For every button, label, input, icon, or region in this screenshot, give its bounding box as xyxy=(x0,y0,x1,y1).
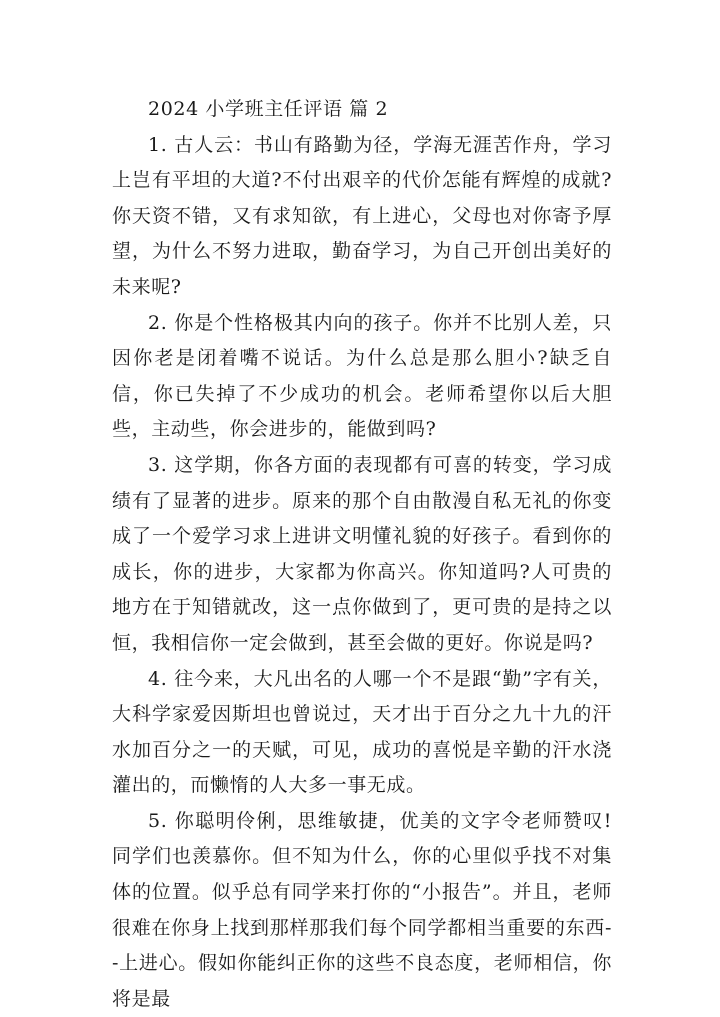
comment-paragraph-4: 4. 往今来，大凡出名的人哪一个不是跟“勤”字有关，大科学家爱因斯坦也曾说过，天才出于百分之九十九的汗水加百分之一的天赋，可见，成功的喜悦是辛勤的汗水浇灌出的，而懒惰的人大多一事无成。 xyxy=(112,667,612,797)
comment-paragraph-1: 1. 古人云：书山有路勤为径，学海无涯苦作舟，学习上岂有平坦的大道?不付出艰辛的代价怎能有辉煌的成就?你天资不错，又有求知欲，有上进心，父母也对你寄予厚望，为什么不努力进取，勤奋学习，为自己开创出美好的未来呢? xyxy=(112,133,612,298)
comment-paragraph-5: 5. 你聪明伶俐，思维敏捷，优美的文字令老师赞叹!同学们也羡慕你。但不知为什么，你的心里似乎找不对集体的位置。似乎总有同学来打你的“小报告”。并且，老师很难在你身上找到那样那我们每个同学都相当重要的东西--上进心。假如你能纠正你的这些不良态度，老师相信，你将是最 xyxy=(112,809,612,1010)
comment-paragraph-2: 2. 你是个性格极其内向的孩子。你并不比别人差，只因你老是闭着嘴不说话。为什么总是那么胆小?缺乏自信，你已失掉了不少成功的机会。老师希望你以后大胆些，主动些，你会进步的，能做到吗? xyxy=(112,311,612,441)
document-body xyxy=(112,92,612,1017)
document-title: 2024 小学班主任评语 篇 2 xyxy=(148,98,389,120)
comment-paragraph-3: 3. 这学期，你各方面的表现都有可喜的转变，学习成绩有了显著的进步。原来的那个自由散漫自私无礼的你变成了一个爱学习求上进讲文明懂礼貌的好孩子。看到你的成长，你的进步，大家都为你高兴。你知道吗?人可贵的地方在于知错就改，这一点你做到了，更可贵的是持之以恒，我相信你一定会做到，甚至会做的更好。你说是吗? xyxy=(112,453,612,654)
